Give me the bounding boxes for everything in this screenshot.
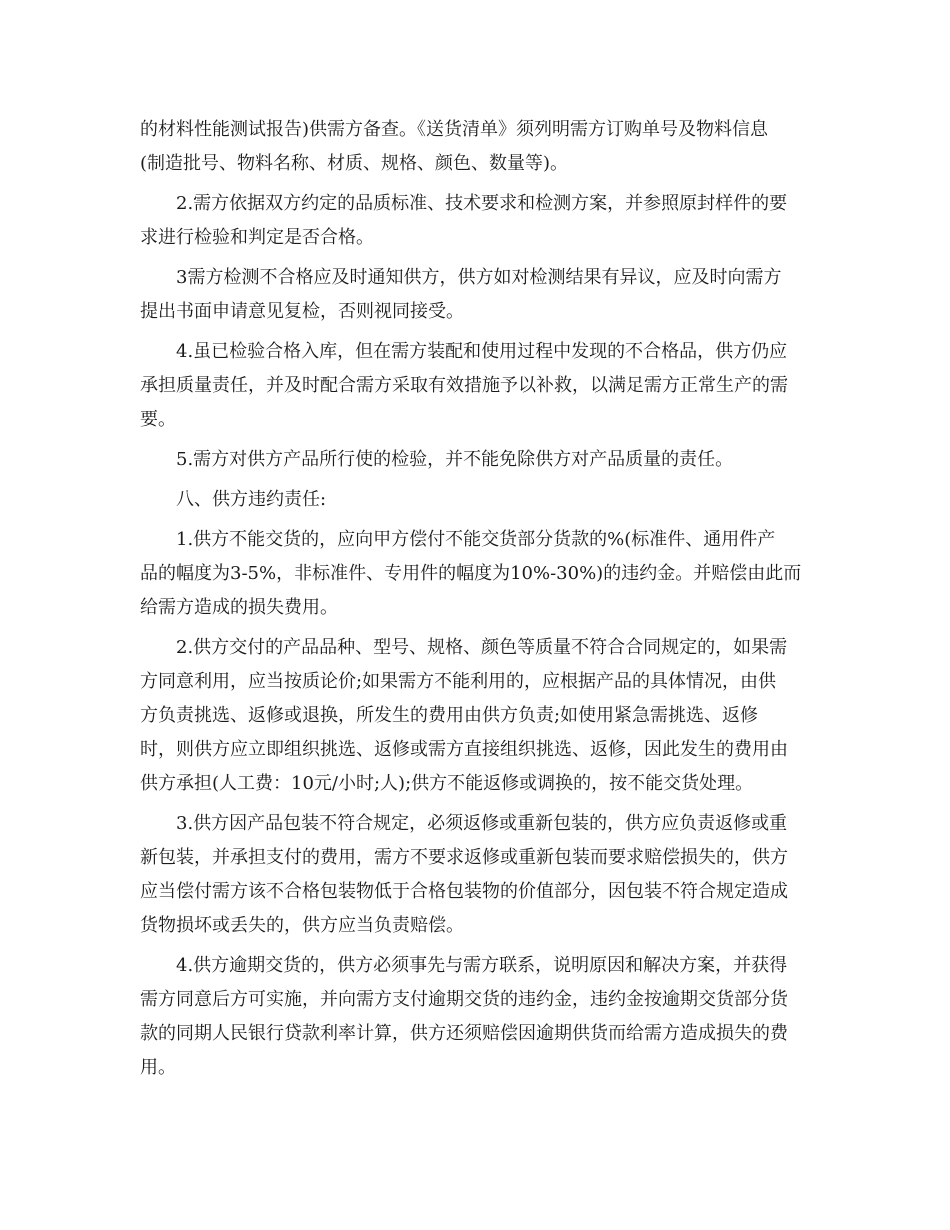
paragraph xyxy=(140,261,815,329)
text-line: 4.供方逾期交货的，供方必须事先与需方联系，说明原因和解决方案，并获得 xyxy=(176,955,788,976)
text-line: 方同意利用，应当按质论价;如果需方不能利用的，应根据产品的具体情况，由供 xyxy=(140,671,777,692)
text-line: 2.供方交付的产品品种、型号、规格、颜色等质量不符合合同规定的，如果需 xyxy=(176,637,788,658)
document-body xyxy=(140,113,815,1085)
text-line: 货物损坏或丢失的，供方应当负责赔偿。 xyxy=(140,915,464,936)
text-line: 5.需方对供方产品所行使的检验，并不能免除供方对产品质量的责任。 xyxy=(176,449,734,470)
text-line: 应当偿付需方该不合格包装物低于合格包装物的价值部分，因包装不符合规定造成 xyxy=(140,881,788,902)
text-line: 时，则供方应立即组织挑选、返修或需方直接组织挑选、返修，因此发生的费用由 xyxy=(140,739,788,760)
text-line: 款的同期人民银行贷款利率计算，供方还须赔偿因逾期供货而给需方造成损失的费 xyxy=(140,1023,788,1044)
text-line: 要。 xyxy=(140,409,176,430)
text-line: 八、供方违约责任: xyxy=(176,489,327,510)
text-line: 4.虽已检验合格入库，但在需方装配和使用过程中发现的不合格品，供方仍应 xyxy=(176,341,788,362)
text-line: 求进行检验和判定是否合格。 xyxy=(140,227,374,248)
text-line: (制造批号、物料名称、材质、规格、颜色、数量等)。 xyxy=(140,153,569,174)
text-line: 的材料性能测试报告)供需方备查。《送货清单》须列明需方订购单号及物料信息 xyxy=(140,119,769,140)
text-line: 提出书面申请意见复检，否则视同接受。 xyxy=(140,301,464,322)
text-line: 需方同意后方可实施，并向需方支付逾期交货的违约金，违约金按逾期交货部分货 xyxy=(140,989,788,1010)
text-line: 用。 xyxy=(140,1057,176,1078)
paragraph xyxy=(140,807,815,943)
text-line: 3需方检测不合格应及时通知供方，供方如对检测结果有异议，应及时向需方 xyxy=(176,267,782,288)
text-line: 新包装，并承担支付的费用，需方不要求返修或重新包装而要求赔偿损失的，供方 xyxy=(140,847,788,868)
text-line: 承担质量责任，并及时配合需方采取有效措施予以补救，以满足需方正常生产的需 xyxy=(140,375,788,396)
text-line: 品的幅度为3-5%，非标准件、专用件的幅度为10%-30%)的违约金。并赔偿由此而 xyxy=(140,563,802,584)
text-line: 2.需方依据双方约定的品质标准、技术要求和检测方案，并参照原封样件的要 xyxy=(176,193,788,214)
paragraph xyxy=(140,949,815,1085)
text-line: 供方承担(人工费：10元/小时;人);供方不能返修或调换的，按不能交货处理。 xyxy=(140,773,754,794)
text-line: 方负责挑选、返修或退换，所发生的费用由供方负责;如使用紧急需挑选、返修 xyxy=(140,705,759,726)
text-line: 3.供方因产品包装不符合规定，必须返修或重新包装的，供方应负责返修或重 xyxy=(176,813,788,834)
paragraph xyxy=(140,113,815,181)
text-line: 给需方造成的损失费用。 xyxy=(140,597,338,618)
text-line: 1.供方不能交货的，应向甲方偿付不能交货部分货款的%(标准件、通用件产 xyxy=(176,529,776,550)
paragraph xyxy=(140,335,815,437)
section-heading xyxy=(140,483,815,517)
paragraph xyxy=(140,187,815,255)
paragraph xyxy=(140,523,815,625)
paragraph xyxy=(140,631,815,801)
paragraph xyxy=(140,443,815,477)
